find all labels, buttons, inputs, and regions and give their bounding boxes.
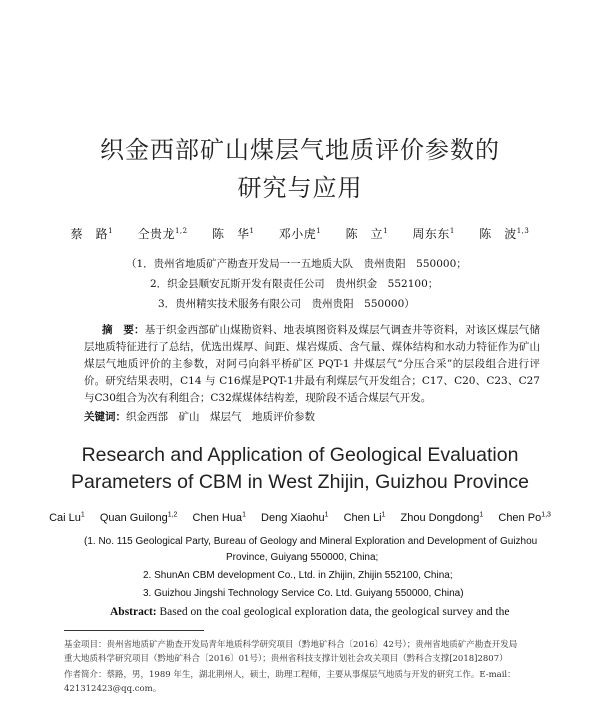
author-en: Chen Hua$^1$ [192, 511, 246, 524]
footnote-divider [64, 630, 204, 631]
keywords-zh-text: 织金西部 矿山 煤层气 地质评价参数 [126, 411, 315, 423]
affiliation-en-1: (1. No. 115 Geological Party, Bureau of Geology and Mineral Exploration and Development of Guizhou [84, 536, 538, 547]
author-zh: 仝贵龙$^{1,2}$ [137, 227, 188, 241]
abstract-en-label: Abstract: [110, 606, 157, 618]
footnote-author-1: 作者简介：蔡路，男，1989 年生，湖北荆州人，硕士，助理工程师，主要从事煤层气地质与开发的研究工作。E-mail： [64, 670, 516, 680]
author-en: Zhou Dongdong$^1$ [400, 511, 484, 524]
author-en: Quan Guilong$^{1,2}$ [99, 511, 178, 524]
abstract-zh [84, 322, 540, 407]
author-en: Chen Po$^{1,3}$ [498, 511, 551, 524]
author-zh: 周东东$^1$ [412, 227, 455, 241]
footnote-author-2: 421312423@qq.com。 [64, 684, 162, 694]
abstract-zh-text: 基于织金西部矿山煤勘资料、地表填图资料及煤层气调查井等资料，对该区煤层气储层地质特征进行了总结，优选出煤厚、间距、煤岩煤质、含气量、煤体结构和水动力特征作为矿山煤层气地质评价的主参数，对阿弓向斜平桥矿区 PQT-1 井煤层气“分压合采”的层段组合进行评价。研究结果表明，C14 与 C16煤是PQT-1井最有利煤层气开发组合；C17、C20、C23、C27与C30组合为次有利组合；C32煤煤体结构差，现阶段不适合煤层气开发。 [84, 324, 540, 404]
author-zh: 蔡 路$^1$ [70, 227, 114, 241]
affiliation-zh-2: 2．织金县顺安瓦斯开发有限责任公司 贵州织金 552100； [150, 278, 439, 290]
footnote-fund-1: 基金项目：贵州省地质矿产勘查开发局青年地质科学研究项目（黔地矿科合〔2016〕42号）；贵州省地质矿产勘查开发局 [64, 640, 518, 650]
author-zh: 陈 波$^{1,3}$ [479, 227, 530, 241]
author-zh: 陈 华$^1$ [211, 227, 255, 241]
author-en: Deng Xiaohu$^1$ [261, 511, 329, 524]
abstract-en-text: Based on the coal geological exploration data, the geological survey and the [159, 606, 510, 618]
authors-zh [0, 225, 600, 242]
title-en-line2: Parameters of CBM in West Zhijin, Guizhou Province [70, 471, 530, 493]
affiliation-en-1b: Province, Guiyang 550000, China; [226, 552, 379, 563]
footnote-fund-2: 重大地质科学研究项目（黔地矿科合〔2016〕01号）；贵州省科技支撑计划社会攻关项目（黔科合支撑[2018]2807） [64, 654, 508, 664]
authors-en [0, 511, 600, 524]
abstract-en [110, 606, 510, 618]
keywords-zh-label: 关键词： [84, 411, 126, 423]
affiliation-zh-3: 3．贵州精实技术服务有限公司 贵州贵阳 550000） [158, 298, 415, 310]
title-en-line1: Research and Application of Geological Evaluation [81, 444, 519, 466]
title-zh-line2: 研究与应用 [237, 174, 363, 202]
author-en: Chen Li$^1$ [343, 511, 386, 524]
title-zh-line1: 织金西部矿山煤层气地质评价参数的 [100, 136, 500, 164]
affiliation-en-2: 2. ShunAn CBM development Co., Ltd. in Zhijin, Zhijin 552100, China; [143, 570, 453, 581]
keywords-zh [84, 409, 315, 424]
abstract-zh-label: 摘 要： [102, 324, 145, 336]
author-en: Cai Lu$^1$ [49, 511, 85, 524]
author-zh: 邓小虎$^1$ [278, 227, 322, 241]
author-zh: 陈 立$^1$ [345, 227, 389, 241]
affiliation-zh-1: （1．贵州省地质矿产勘查开发局一一五地质大队 贵州贵阳 550000； [126, 258, 467, 270]
affiliation-en-3: 3. Guizhou Jingshi Technology Service Co. Ltd. Guiyang 550000, China) [143, 588, 464, 599]
